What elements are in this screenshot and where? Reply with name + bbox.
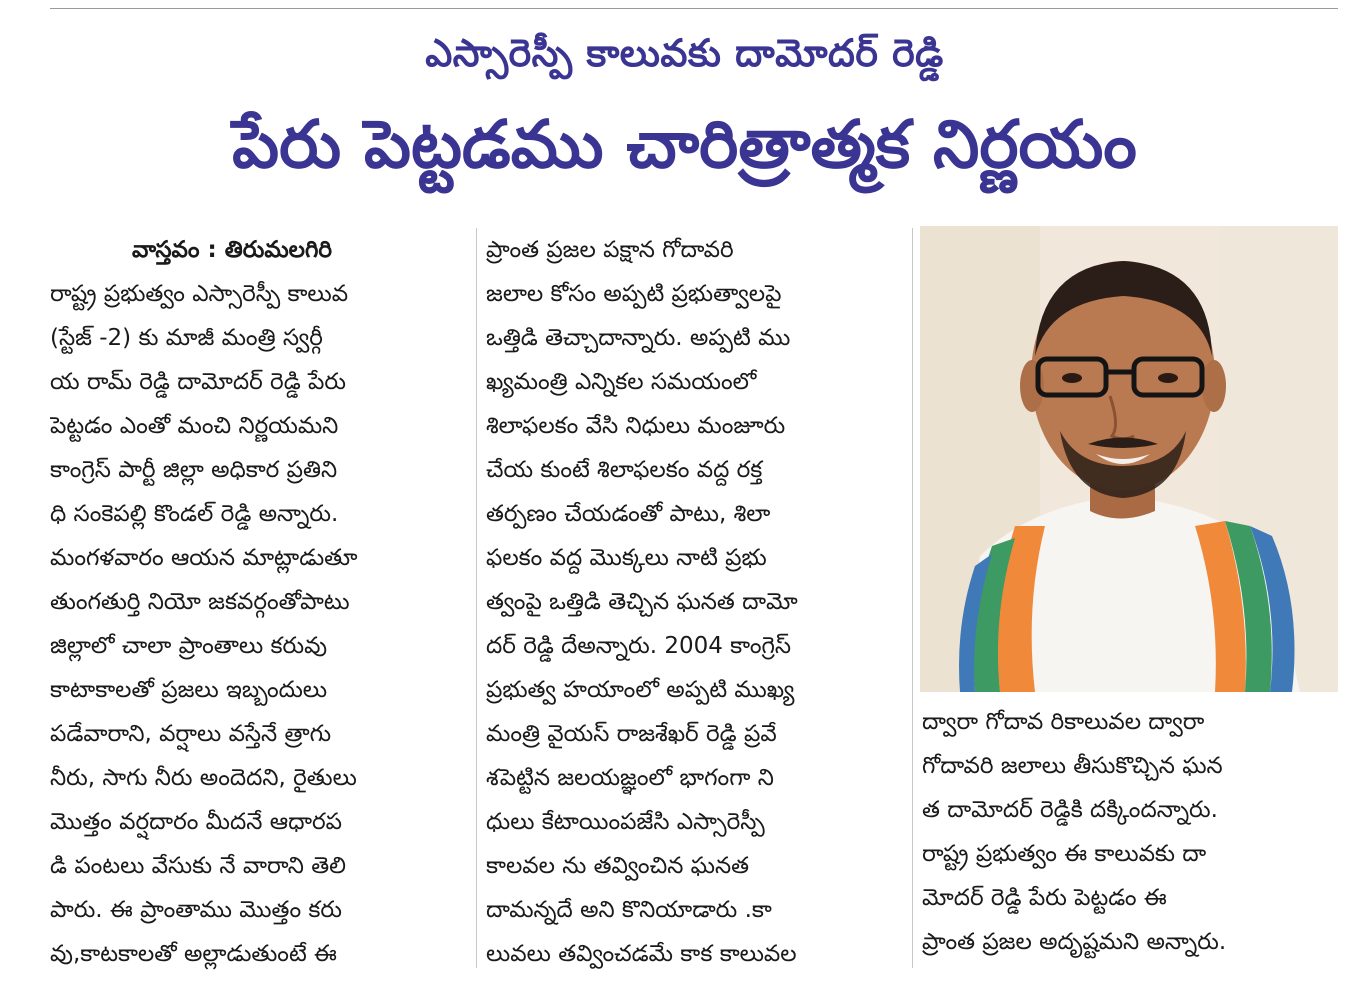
column-2-line: త్వంపై ఒత్తిడి తెచ్చిన ఘనత దామో: [486, 589, 798, 615]
column-2-line: కాలవల ను తవ్వించిన ఘనత: [486, 853, 750, 879]
column-1-line: నీరు, సాగు నీరు అందెదని, రైతులు: [50, 765, 357, 791]
top-rule: [50, 8, 1338, 9]
column-1-line: జిల్లాలో చాలా ప్రాంతాలు కరువు: [50, 633, 328, 659]
column-1-line: వు,కాటకాలతో అల్లాడుతుంటే ఈ: [50, 941, 337, 967]
column-2-line: మంత్రి వైయస్ రాజశేఖర్ రెడ్డి ప్రవే: [486, 721, 777, 747]
dateline: వాస్తవం : తిరుమలగిరి: [132, 237, 333, 263]
column-3-line: త దామోదర్ రెడ్డికి దక్కిందన్నారు.: [922, 797, 1218, 823]
column-2-line: ప్రాంత ప్రజల పక్షాన గోదావరి: [486, 237, 734, 263]
column-2-line: శిలాఫలకం వేసి నిధులు మంజూరు: [486, 413, 786, 439]
column-1-line: కాటాకాలతో ప్రజలు ఇబ్బందులు: [50, 677, 328, 703]
column-1-line: మొత్తం వర్షదారం మీదనే ఆధారప: [50, 809, 342, 835]
column-2-line: ప్రభుత్వ హయాంలో అప్పటి ముఖ్య: [486, 677, 795, 703]
column-3-line: రాష్ట్ర ప్రభుత్వం ఈ కాలువకు దా: [922, 841, 1207, 867]
column-1-line: కాంగ్రెస్ పార్టీ జిల్లా అధికార ప్రతిని: [50, 457, 338, 483]
column-1-line: య రామ్ రెడ్డి దామోదర్ రెడ్డి పేరు: [50, 369, 346, 395]
headline: పేరు పెట్టడము చారిత్రాత్మక నిర్ణయం: [232, 106, 1137, 183]
column-1-line: పెట్టడం ఎంతో మంచి నిర్ణయమని: [50, 413, 339, 439]
portrait-illustration: [920, 226, 1338, 692]
column-3-line: ప్రాంత ప్రజల అదృష్టమని అన్నారు.: [922, 929, 1227, 955]
article-column-3: [922, 700, 1342, 964]
column-2-line: ధులు కేటాయింపజేసి ఎస్సారెస్పీ: [486, 809, 765, 835]
column-2-line: లువలు తవ్వించడమే కాక కాలువల: [486, 941, 797, 967]
column-1-line: పడేవారాని, వర్షాలు వస్తేనే త్రాగు: [50, 721, 332, 747]
column-1-line: పారు. ఈ ప్రాంతాము మొత్తం కరు: [50, 897, 343, 923]
subheading: ఎస్సారెస్పీ కాలువకు దామోదర్ రెడ్డి: [425, 31, 944, 75]
portrait-photo: [920, 226, 1338, 692]
eye: [1062, 373, 1082, 383]
column-2-line: జలాల కోసం అప్పటి ప్రభుత్వాలపై: [486, 281, 782, 307]
column-3-line: మోదర్ రెడ్డి పేరు పెట్టడం ఈ: [922, 885, 1167, 911]
column-1-line: రాష్ట్ర ప్రభుత్వం ఎస్సారెస్పీ కాలువ: [50, 281, 349, 307]
column-divider: [476, 228, 477, 968]
column-divider: [912, 228, 913, 968]
column-2-line: దామన్నదే అని కొనియాడారు .కా: [486, 897, 772, 923]
column-1-line: ధి సంకెపల్లి కొండల్ రెడ్డి అన్నారు.: [50, 501, 339, 527]
column-2-line: ఖ్యమంత్రి ఎన్నికల సమయంలో: [486, 369, 757, 395]
column-2-line: శపెట్టిన జలయజ్ఞంలో భాగంగా ని: [486, 765, 774, 791]
column-3-line: గోదావరి జలాలు తీసుకొచ్చిన ఘన: [922, 753, 1223, 779]
column-1-line: (స్టేజ్ -2) కు మాజీ మంత్రి స్వర్గీ: [50, 325, 323, 351]
column-2-line: ఒత్తిడి తెచ్చాదాన్నారు. అప్పటి ము: [486, 325, 791, 351]
article-column-2: [486, 228, 906, 976]
column-1-line: మంగళవారం ఆయన మాట్లాడుతూ: [50, 545, 358, 571]
column-2-line: ఫలకం వద్ద మొక్కలు నాటి ప్రభు: [486, 545, 767, 571]
column-2-line: దర్ రెడ్డి దేఅన్నారు. 2004 కాంగ్రెస్: [486, 633, 792, 659]
eye: [1158, 373, 1178, 383]
column-2-line: తర్పణం చేయడంతో పాటు, శిలా: [486, 501, 771, 527]
ear: [1202, 360, 1226, 412]
column-2-line: చేయ కుంటే శిలాఫలకం వద్ద రక్త: [486, 457, 763, 483]
column-3-line: ద్వారా గోదావ రికాలువల ద్వారా: [922, 709, 1205, 735]
column-1-line: తుంగతుర్తి నియో జకవర్గంతోపాటు: [50, 589, 350, 615]
column-1-line: డి పంటలు వేసుకు నే వారాని తెలి: [50, 853, 347, 879]
article-column-1: [50, 228, 470, 976]
